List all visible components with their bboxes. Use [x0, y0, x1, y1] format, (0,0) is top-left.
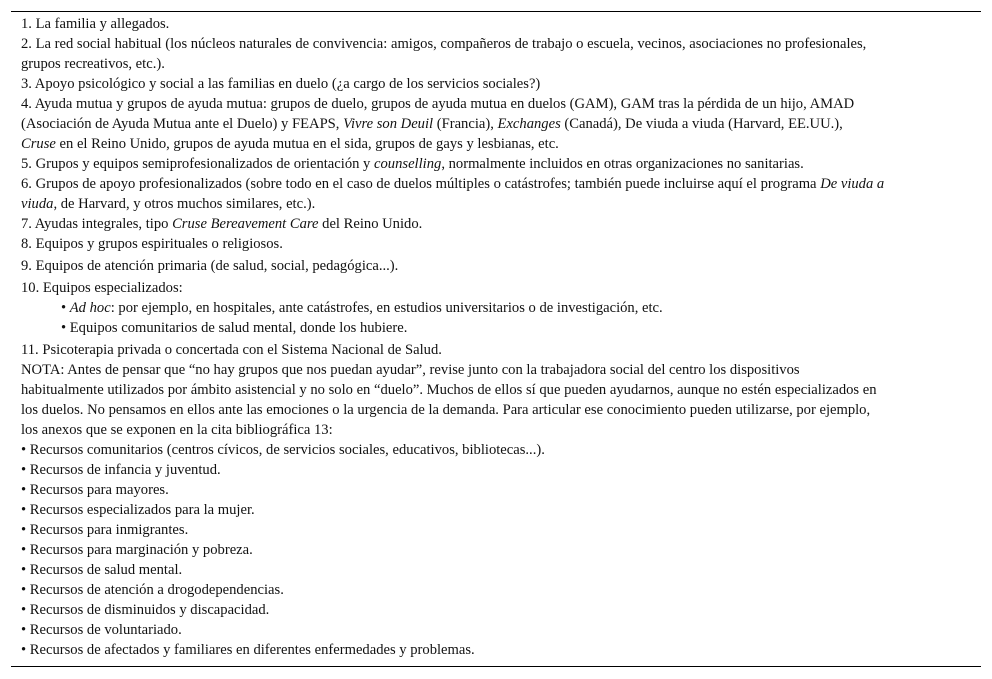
resource-item: • Recursos de voluntariado.: [21, 622, 182, 638]
text-segment: (Asociación de Ayuda Mutua ante el Duelo) y FEAPS,: [21, 116, 344, 132]
note-line-3: los duelos. No pensamos en ellos ante las emociones o la urgencia de la demanda. Para articular ese conocimiento pueden utilizarse, por ejemplo,: [21, 402, 871, 418]
text-segment: 6. Grupos de apoyo profesionalizados (sobre todo en el caso de duelos múltiples o catástrofes; también puede incluirse aquí el programa: [21, 176, 821, 192]
table-cell: [11, 14, 981, 660]
resources-table: [11, 11, 981, 667]
list-item-10-sub-1: [21, 298, 959, 318]
resource-item: • Recursos para inmigrantes.: [21, 522, 189, 538]
text-segment: en el Reino Unido, grupos de ayuda mutua en el sida, grupos de gays y lesbianas, etc.: [55, 136, 559, 152]
note-line-4: los anexos que se exponen en la cita bibliográfica 13:: [21, 422, 333, 438]
resource-item: • Recursos para marginación y pobreza.: [21, 542, 253, 558]
text-segment: 5. Grupos y equipos semiprofesionalizados de orientación y: [21, 156, 375, 172]
text-segment: , de Harvard, y otros muchos similares, etc.).: [53, 196, 316, 212]
resource-item: • Recursos de afectados y familiares en diferentes enfermedades y problemas.: [21, 642, 475, 658]
list-item-2-line-2: grupos recreativos, etc.).: [21, 56, 165, 72]
italic-text: Cruse: [21, 136, 56, 152]
list-item-7: [21, 214, 959, 234]
text-segment: , normalmente incluidos en otras organizaciones no sanitarias.: [441, 156, 804, 172]
italic-text: Exchanges: [497, 116, 561, 132]
list-item-1: 1. La familia y allegados.: [21, 16, 170, 32]
resource-item: • Recursos comunitarios (centros cívicos, de servicios sociales, educativos, bibliotecas...).: [21, 442, 545, 458]
italic-text: Ad hoc: [69, 300, 111, 316]
italic-text: viuda: [21, 196, 54, 212]
note-line-2: habitualmente utilizados por ámbito asistencial y no solo en “duelo”. Muchos de ellos sí que pueden ayudarnos, aunque no estén especializados en: [21, 382, 877, 398]
list-item-10: 10. Equipos especializados:: [21, 280, 183, 296]
resource-item: • Recursos de infancia y juventud.: [21, 462, 221, 478]
list-item-4-line-1: 4. Ayuda mutua y grupos de ayuda mutua: grupos de duelo, grupos de ayuda mutua en duelos (GAM), GAM tras la pérdida de un hijo, AMAD: [21, 96, 855, 112]
italic-text: counselling: [374, 156, 442, 172]
list-item-4-line-3: [21, 134, 959, 154]
list-item-5: [21, 154, 959, 174]
list-item-6-line-1: [21, 174, 959, 194]
text-segment: : por ejemplo, en hospitales, ante catástrofes, en estudios universitarios o de investigación, etc.: [110, 300, 663, 316]
bullet-glyph: •: [61, 300, 70, 316]
list-item-10-sub-2: • Equipos comunitarios de salud mental, donde los hubiere.: [61, 320, 408, 336]
italic-text: De viuda a: [820, 176, 885, 192]
text-segment: (Francia),: [433, 116, 498, 132]
resource-item: • Recursos especializados para la mujer.: [21, 502, 255, 518]
italic-text: Cruse Bereavement Care: [172, 216, 319, 232]
text-segment: (Canadá), De viuda a viuda (Harvard, EE.UU.),: [560, 116, 843, 132]
resource-item: • Recursos de atención a drogodependencias.: [21, 582, 284, 598]
resource-item: • Recursos de salud mental.: [21, 562, 183, 578]
list-item-4-line-2: [21, 114, 959, 134]
resource-item: • Recursos de disminuidos y discapacidad.: [21, 602, 270, 618]
text-segment: 7. Ayudas integrales, tipo: [21, 216, 173, 232]
list-item-11: 11. Psicoterapia privada o concertada con el Sistema Nacional de Salud.: [21, 342, 442, 358]
list-item-2-line-1: 2. La red social habitual (los núcleos naturales de convivencia: amigos, compañeros de trabajo o escuela, vecinos, asociaciones no profesionales,: [21, 36, 867, 52]
text-segment: del Reino Unido.: [318, 216, 423, 232]
list-item-9: 9. Equipos de atención primaria (de salud, social, pedagógica...).: [21, 258, 399, 274]
list-item-3: 3. Apoyo psicológico y social a las familias en duelo (¿a cargo de los servicios sociales?): [21, 76, 541, 92]
resource-item: • Recursos para mayores.: [21, 482, 169, 498]
list-item-6-line-2: [21, 194, 959, 214]
italic-text: Vivre son Deuil: [343, 116, 434, 132]
note-line-1: NOTA: Antes de pensar que “no hay grupos que nos puedan ayudar”, revise junto con la trabajadora social del centro los dispositivos: [21, 362, 800, 378]
list-item-8: 8. Equipos y grupos espirituales o religiosos.: [21, 236, 283, 252]
